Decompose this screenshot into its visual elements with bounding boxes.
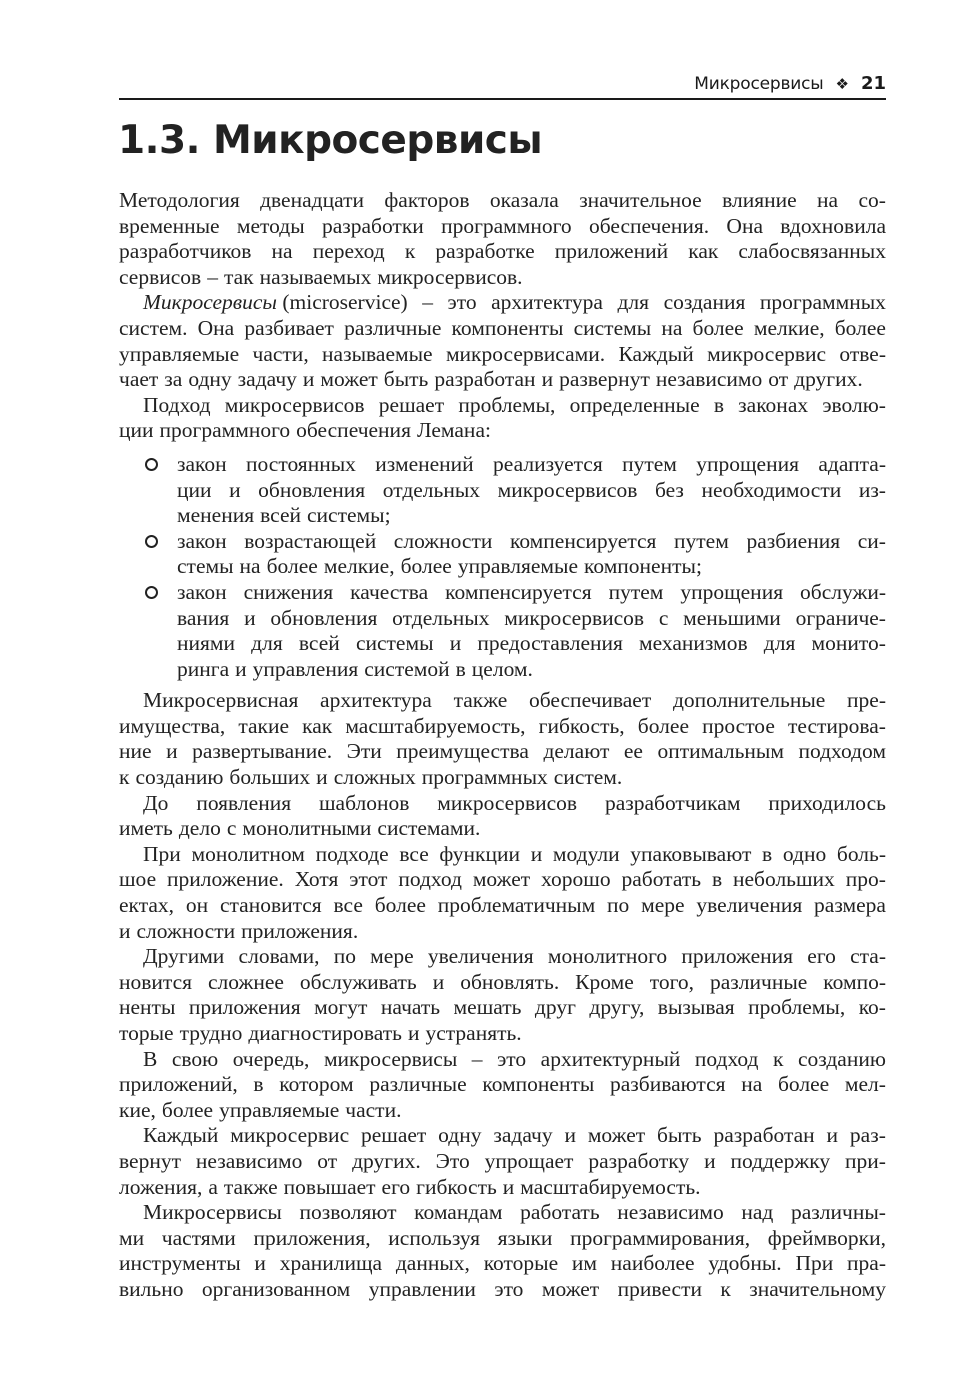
- text-line: шое приложение. Хотя этот подход может хорошо работать в небольших про-: [119, 867, 886, 892]
- text-line: инструменты и хранилища данных, которые им наиболее удобны. При пра-: [119, 1251, 886, 1276]
- text-line: систем. Она разбивает различные компоненты системы на более мелкие, более: [119, 315, 886, 340]
- paragraph: [119, 393, 886, 444]
- paragraph: [119, 1200, 886, 1302]
- text-line: вильно организованном управлении это может привести к значительному: [119, 1276, 886, 1301]
- text-line: к созданию больших и сложных программных систем.: [119, 765, 623, 790]
- text-line: ложения, а также повышает его гибкость и масштабируемость.: [119, 1174, 701, 1199]
- text-line: Микросервисная архитектура также обеспечивает дополнительные пре-: [143, 688, 886, 713]
- text-line: закон снижения качества компенсируется путем упрощения обслужи-: [177, 579, 886, 604]
- paragraph: [119, 290, 886, 392]
- text-line: торые трудно диагностировать и устранять.: [119, 1021, 522, 1045]
- ornament-icon: ❖: [835, 74, 849, 93]
- text-line: временные методы разработки программного обеспечения. Она вдохновила: [119, 213, 886, 238]
- text-line: Подход микросервисов решает проблемы, определенные в законах эволю-: [143, 392, 886, 417]
- text-line: При монолитном подходе все функции и модули упаковывают в одно боль-: [143, 841, 886, 866]
- circle-bullet-icon: [145, 458, 158, 471]
- text-line: Каждый микросервис решает одну задачу и может быть разработан и раз-: [143, 1123, 886, 1148]
- paragraph: [119, 842, 886, 944]
- text-line: Другими словами, по мере увеличения монолитного приложения его ста-: [143, 944, 886, 969]
- circle-bullet-icon: [145, 586, 158, 599]
- text-line: ниями для всей системы и предоставления механизмов для монито-: [177, 631, 886, 656]
- text-line: новится сложнее обслуживать и обновлять. Кроме того, различные компо-: [119, 969, 886, 994]
- text-line: управляемые части, называемые микросервисами. Каждый микросервис отве-: [119, 341, 886, 366]
- paragraph: [119, 688, 886, 790]
- text-line: ции и обновления отдельных микросервисов без необходимости из-: [177, 477, 886, 502]
- text-line: ектах, он становится все более проблематичным по мере увеличения размера: [119, 893, 886, 918]
- text-line: Методология двенадцати факторов оказала значительное влияние на со-: [119, 188, 886, 212]
- body-text: [119, 188, 886, 1303]
- paragraph: [119, 188, 886, 290]
- running-head: [694, 73, 886, 94]
- text-line: иметь дело с монолитными системами.: [119, 816, 481, 841]
- paragraph: [119, 791, 886, 842]
- text-line: имущества, такие как масштабируемость, гибкость, более простое тестирова-: [119, 713, 886, 738]
- text-line: ринга и управления системой в целом.: [177, 656, 533, 681]
- text-line: Микросервисы (microservice) – это архитектура для создания программных: [143, 290, 886, 315]
- text-line: ненты приложения могут начать мешать друг другу, вызывая проблемы, ко-: [119, 995, 886, 1020]
- list-item: [119, 580, 886, 682]
- text-line: стемы на более мелкие, более управляемые компоненты;: [177, 554, 702, 579]
- list-item: [119, 452, 886, 529]
- list-item: [119, 529, 886, 580]
- text-line: закон постоянных изменений реализуется путем упрощения адапта-: [177, 451, 886, 476]
- text-line: До появления шаблонов микросервисов разработчикам приходилось: [143, 790, 886, 815]
- paragraph: [119, 1123, 886, 1200]
- page-number: 21: [860, 73, 886, 94]
- header-rule: [119, 98, 886, 100]
- text-line: и сложности приложения.: [119, 918, 359, 943]
- text-line: чает за одну задачу и может быть разработан и развернут независимо от других.: [119, 367, 863, 392]
- text-line: ние и развертывание. Эти преимущества делают ее оптимальным подходом: [119, 739, 886, 764]
- text-line: вернут независимо от других. Это упрощает разработку и поддержку при-: [119, 1148, 886, 1173]
- circle-bullet-icon: [145, 535, 158, 548]
- paragraph: [119, 944, 886, 1046]
- text-line: приложений, в котором различные компоненты разбиваются на более мел-: [119, 1072, 886, 1097]
- bullet-list: [119, 452, 886, 682]
- text-line: закон возрастающей сложности компенсируется путем разбиения си-: [177, 528, 886, 553]
- text-line: ции программного обеспечения Лемана:: [119, 418, 491, 443]
- running-title: Микросервисы: [694, 73, 824, 94]
- text-line: В свою очередь, микросервисы – это архитектурный подход к созданию: [143, 1046, 886, 1071]
- paragraph: [119, 1047, 886, 1124]
- text-line: ми частями приложения, используя языки программирования, фреймворки,: [119, 1225, 886, 1250]
- text-line: вания и обновления отдельных микросервисов с меньшими ограниче-: [177, 605, 886, 630]
- text-line: менения всей системы;: [177, 503, 391, 528]
- term-italic: Микросервисы: [143, 290, 277, 315]
- text-line: разработчиков на переход к разработке приложений как слабосвязанных: [119, 239, 886, 264]
- section-title: 1.3. Микросервисы: [118, 118, 543, 163]
- page-header: [119, 68, 886, 98]
- text-line: сервисов – так называемых микросервисов.: [119, 264, 523, 289]
- text-line: Микросервисы позволяют командам работать независимо над различны-: [143, 1200, 886, 1225]
- text-line: кие, более управляемые части.: [119, 1097, 402, 1122]
